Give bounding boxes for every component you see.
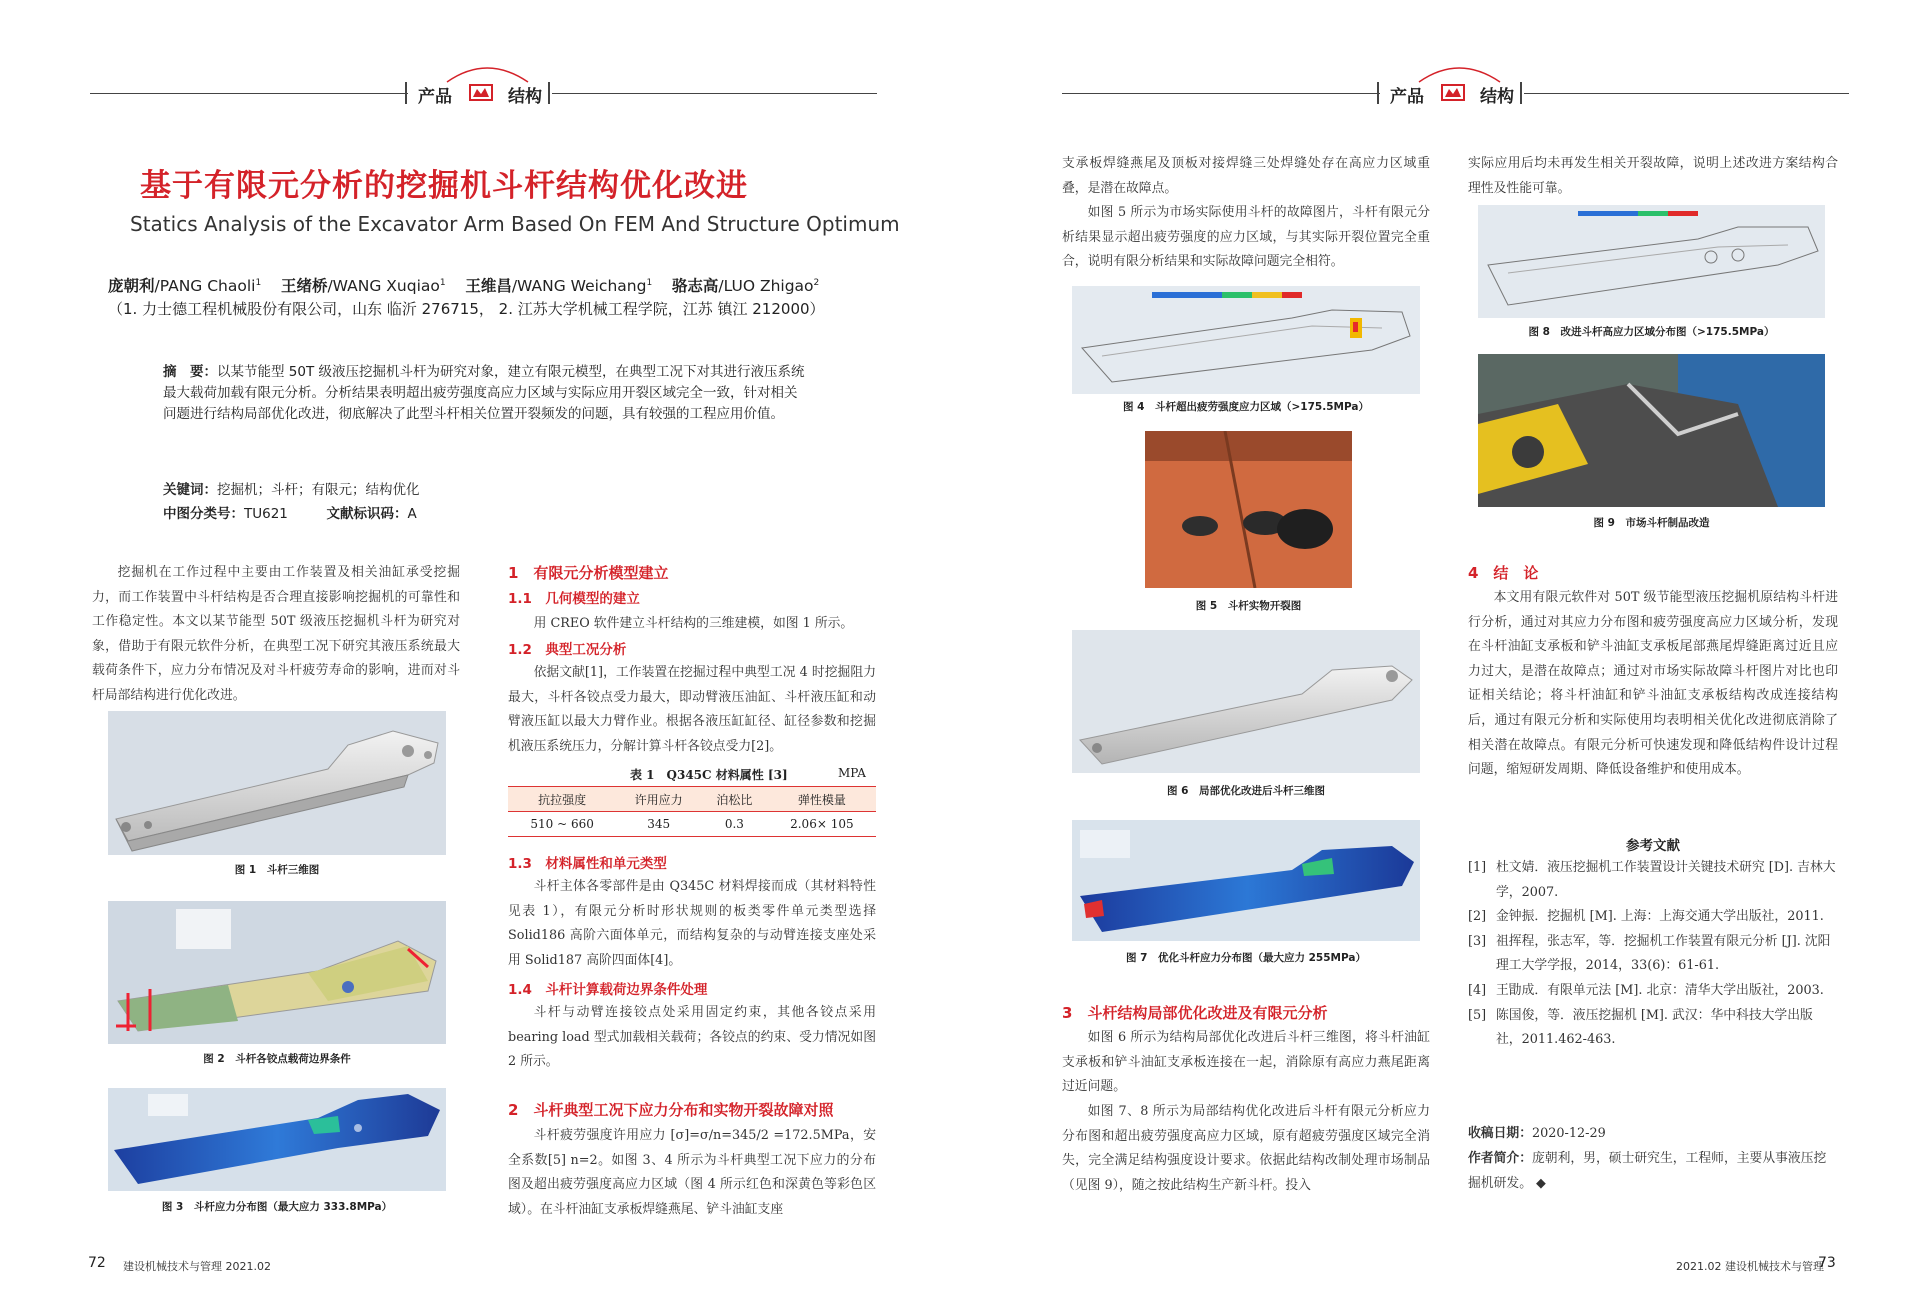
table-header-row [508, 787, 876, 812]
reference-item: [5] 陈国俊，等．液压挖掘机 [M]. 武汉：华中科技大学出版社，2011.462-463. [1468, 1007, 1813, 1048]
table-header-cell: 抗拉强度 [508, 787, 616, 812]
header-word-structure: 结构 [508, 87, 542, 107]
figure-4-image [1072, 286, 1420, 394]
affiliation: （1. 力士德工程机械股份有限公司，山东 临沂 276715， 2. 江苏大学机械工程学院，江苏 镇江 212000） [108, 300, 825, 318]
figure-2-caption: 图 2 斗杆各铰点载荷边界条件 [203, 1053, 351, 1065]
header-arc-icon [1417, 60, 1502, 84]
figure-8-caption: 图 8 改进斗杆高应力区域分布图（>175.5MPa） [1528, 326, 1775, 338]
figure-5-image [1145, 431, 1352, 588]
section-2-heading: 2 斗杆典型工况下应力分布和实物开裂故障对照 [508, 1101, 834, 1119]
section-4-heading: 4 结 论 [1468, 564, 1539, 582]
header-rule [552, 93, 877, 94]
subsection-1-3-heading: 1.3 材料属性和单元类型 [508, 856, 667, 872]
abstract-label: 摘 要： [163, 364, 217, 380]
section-1-heading: 1 有限元分析模型建立 [508, 564, 669, 582]
classification: 中图分类号：TU621 文献标识码：A [163, 506, 417, 522]
subsection-1-2-heading: 1.2 典型工况分析 [508, 642, 627, 658]
author: 王绪桥/WANG Xuqiao$^1$ [280, 277, 446, 295]
table-1-title: 表 1 Q345C 材料属性 [3] [630, 768, 788, 782]
figure-4-caption: 图 4 斗杆超出疲劳强度应力区域（>175.5MPa） [1123, 401, 1369, 413]
figure-6-caption: 图 6 局部优化改进后斗杆三维图 [1167, 785, 1325, 797]
paragraph: 支承板焊缝燕尾及顶板对接焊缝三处焊缝处存在高应力区域重叠，是潜在故障点。 [1062, 156, 1430, 196]
table-cell: 510 ~ 660 [508, 812, 616, 837]
figure-1-caption: 图 1 斗杆三维图 [234, 864, 320, 876]
right-page-number: 73 [1818, 1255, 1836, 1271]
section-3-heading: 3 斗杆结构局部优化改进及有限元分析 [1062, 1004, 1328, 1022]
reference-list [1468, 856, 1838, 1053]
header-rule [1524, 93, 1849, 94]
header-bar [1377, 82, 1379, 104]
figure-9-image [1478, 354, 1825, 507]
figure-1-image [108, 711, 446, 855]
figure-3-image [108, 1088, 446, 1191]
subsection-1-4-heading: 1.4 斗杆计算载荷边界条件处理 [508, 982, 708, 998]
table-cell: 2.06× 105 [768, 812, 876, 837]
author: 庞朝利/PANG Chaoli$^1$ [108, 277, 262, 295]
table-1-unit: MPA [838, 766, 866, 780]
paragraph: 如图 6 所示为结构局部优化改进后斗杆三维图，将斗杆油缸支承板和铲斗油缸支承板连接在一起，消除原有高应力燕尾距离过近问题。 [1062, 1030, 1430, 1095]
reference-item: [3] 祖挥程，张志军，等．挖掘机工作装置有限元分析 [J]. 沈阳理工大学学报，2014，33(6)：61-61. [1468, 933, 1831, 974]
author: 王维昌/WANG Weichang$^1$ [465, 277, 653, 295]
header-word-product: 产品 [418, 87, 452, 107]
paragraph: 本文用有限元软件对 50T 级节能型液压挖掘机原结构斗杆进行分析，通过对其应力分布图和疲劳强度高应力区域分析，发现在斗杆油缸支承板和铲斗油缸支承板尾部燕尾焊缝距离过近且应力过大，是潜在故障点；通过对市场实际故障斗杆图片对比也印证相关结论；将斗杆油缸和铲斗油缸支承板结构改成连接结构后，通过有限元分析和实际使用均表明相关优化改进彻底消除了相关潜在故障点。有限元分析可快速发现和降低结构件设计过程问题，缩短研发周期、降低设备维护和使用成本。 [1468, 590, 1838, 778]
header-rule [1062, 93, 1380, 94]
abstract-text: 以某节能型 50T 级液压挖掘机斗杆为研究对象，建立有限元模型，在典型工况下对其进行液压系统最大载荷加载有限元分析。分析结果表明超出疲劳强度高应力区域与实际应用开裂区域完全一致，针对相关问题进行结构局部优化改进，彻底解决了此型斗杆相关位置开裂频发的问题，具有较强的工程应用价值。 [163, 364, 805, 422]
reference-item: [2] 金钟振．挖掘机 [M]. 上海：上海交通大学出版社，2011. [1468, 909, 1824, 925]
paragraph: 用 CREO 软件建立斗杆结构的三维建模，如图 1 所示。 [533, 616, 854, 631]
article-title: 基于有限元分析的挖掘机斗杆结构优化改进 [140, 168, 748, 204]
paragraph: 斗杆主体各零部件是由 Q345C 材料焊接而成（其材料特性见表 1），有限元分析时形状规则的板类零件单元类型选择 Solid186 高阶六面体单元，而结构复杂的与动臂连接支座处采用 Solid187 高阶四面体[4]。 [508, 879, 876, 968]
figure-7-caption: 图 7 优化斗杆应力分布图（最大应力 255MPa） [1126, 952, 1366, 964]
table-cell: 0.3 [701, 812, 768, 837]
header-bar [1520, 82, 1522, 104]
author-list [108, 274, 819, 296]
paragraph: 如图 7、8 所示为局部结构优化改进后斗杆有限元分析应力分布图和超出疲劳强度高应力区域，原有超疲劳强度区域完全消失，完全满足结构强度设计要求。依据此结构改制处理市场制品（见图 9），随之按此结构生产新斗杆。投入 [1062, 1104, 1430, 1193]
paragraph: 依据文献[1]，工作装置在挖掘过程中典型工况 4 时挖掘阻力最大，斗杆各铰点受力最大，即动臂液压油缸、斗杆液压缸和动臂液压缸以最大力臂作业。根据各液压缸缸径、缸径参数和挖掘机液压系统压力，分解计算斗杆各铰点受力[2]。 [508, 665, 876, 754]
reference-item: [4] 王勖成．有限单元法 [M]. 北京：清华大学出版社，2003. [1468, 982, 1824, 998]
figure-2-image [108, 901, 446, 1044]
figure-6-image [1072, 630, 1420, 773]
left-page-number: 72 [88, 1255, 106, 1271]
figure-9-caption: 图 9 市场斗杆制品改造 [1593, 517, 1710, 529]
references-heading: 参考文献 [1626, 838, 1680, 854]
paragraph: 斗杆疲劳强度许用应力 [σ]=σ/n=345/2 =172.5MPa，安全系数[5] n=2。如图 3、4 所示为斗杆典型工况下应力的分布图及超出疲劳强度高应力区域（图 4 所示红色和深黄色等彩色区域）。在斗杆油缸支承板焊缝燕尾、铲斗油缸支座 [508, 1128, 876, 1217]
table-cell: 345 [616, 812, 701, 837]
header-rule [90, 93, 408, 94]
table-header-cell: 泊松比 [701, 787, 768, 812]
author: 骆志高/LUO Zhigao$^2$ [671, 277, 820, 295]
header-word-product: 产品 [1390, 87, 1424, 107]
table-header-cell: 许用应力 [616, 787, 701, 812]
reference-item: [1] 杜文婧．液压挖掘机工作装置设计关键技术研究 [D]. 吉林大学，2007. [1468, 860, 1836, 900]
end-mark-icon: ◆ [1531, 1175, 1546, 1191]
received-date: 收稿日期：2020-12-29 [1468, 1126, 1606, 1141]
figure-7-image [1072, 820, 1420, 941]
intro-paragraph: 挖掘机在工作过程中主要由工作装置及相关油缸承受挖掘力，而工作装置中斗杆结构是否合理直接影响挖掘机的可靠性和工作稳定性。本文以某节能型 50T 级液压挖掘机斗杆为研究对象，借助于有限元软件分析，在典型工况下研究其液压系统最大载荷条件下，应力分布情况及对斗杆疲劳寿命的影响，进而对斗杆局部结构进行优化改进。 [92, 565, 460, 703]
paragraph: 如图 5 所示为市场实际使用斗杆的故障图片，斗杆有限元分析结果显示超出疲劳强度的应力区域，与其实际开裂位置完全重合，说明有限分析结果和实际故障问题完全相符。 [1062, 205, 1430, 270]
figure-5-caption: 图 5 斗杆实物开裂图 [1195, 600, 1302, 612]
author-bio: 作者简介：庞朝利，男，硕士研究生，工程师，主要从事液压挖掘机研发。 ◆ [1468, 1151, 1827, 1191]
paragraph: 实际应用后均未再发生相关开裂故障，说明上述改进方案结构合理性及性能可靠。 [1468, 156, 1838, 196]
left-footer-text: 建设机械技术与管理 2021.02 [123, 1260, 271, 1273]
right-footer-text: 2021.02 建设机械技术与管理 [1676, 1260, 1824, 1273]
keywords: 关键词：挖掘机；斗杆；有限元；结构优化 [163, 482, 420, 498]
abstract [163, 362, 808, 425]
table-row [508, 812, 876, 837]
figure-3-caption: 图 3 斗杆应力分布图（最大应力 333.8MPa） [161, 1201, 393, 1213]
header-word-structure: 结构 [1480, 87, 1514, 107]
header-bar [548, 82, 550, 104]
table-header-cell: 弹性模量 [768, 787, 876, 812]
header-arc-icon [445, 60, 530, 84]
article-subtitle: Statics Analysis of the Excavator Arm Based On FEM And Structure Optimum [130, 212, 900, 236]
figure-8-image [1478, 205, 1825, 318]
table-1 [508, 786, 876, 837]
header-bar [405, 82, 407, 104]
subsection-1-1-heading: 1.1 几何模型的建立 [508, 591, 640, 607]
paragraph: 斗杆与动臂连接铰点处采用固定约束，其他各铰点采用 bearing load 型式加载相关载荷；各铰点的约束、受力情况如图 2 所示。 [508, 1005, 876, 1070]
